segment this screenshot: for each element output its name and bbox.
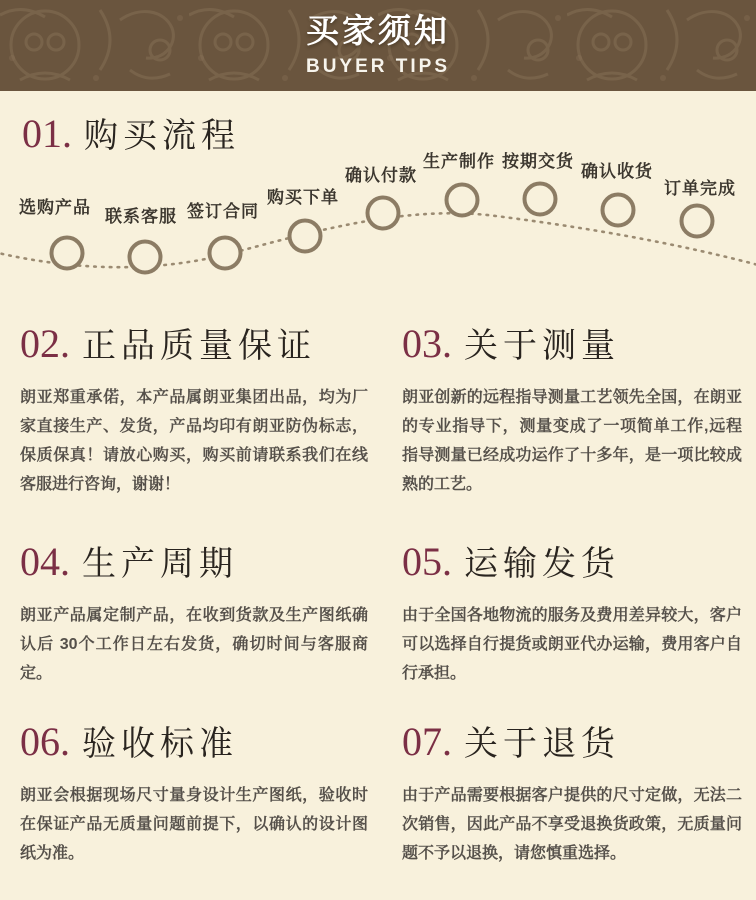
section-acceptance-standard: [20, 716, 368, 868]
section-number: 07.: [402, 719, 452, 764]
flow-step-label: 联系客服: [105, 207, 177, 226]
section-production-cycle: [20, 536, 368, 688]
flow-step-circle: [130, 242, 161, 273]
section-body: 由于全国各地物流的服务及费用差异较大，客户可以选择自行提货或朗亚代办运输，费用客户自行承担。: [402, 607, 742, 682]
header-text-block: [0, 0, 756, 91]
section-number: 06.: [20, 719, 70, 764]
section-heading: [20, 716, 368, 765]
flow-step-label: 生产制作: [423, 152, 495, 171]
section-about-returns: [402, 716, 742, 868]
section-heading: [20, 318, 368, 367]
flow-step-circle: [290, 221, 321, 252]
section-body: 朗亚会根据现场尺寸量身设计生产图纸，验收时在保证产品无质量问题前提下，以确认的设计图纸为准。: [20, 787, 368, 862]
flow-step-circle: [447, 185, 478, 216]
section-number: 01.: [22, 111, 72, 156]
flow-step-label: 按期交货: [502, 152, 574, 171]
flow-step-circle: [368, 198, 399, 229]
section-about-measuring: [402, 318, 742, 499]
section-shipping: [402, 536, 742, 688]
flow-step-label: 确认收货: [581, 162, 653, 181]
section-title: 关于测量: [464, 328, 620, 365]
flow-step-circle: [210, 238, 241, 269]
page-title: 买家须知: [306, 12, 450, 50]
header-banner: [0, 0, 756, 91]
flow-step-label: 确认付款: [345, 166, 417, 185]
flow-step-label: 签订合同: [187, 202, 259, 221]
section-number: 04.: [20, 539, 70, 584]
flow-step-label: 选购产品: [19, 198, 91, 217]
section-body: 朗亚郑重承偌，本产品属朗亚集团出品，均为厂家直接生产、发货，产品均印有朗亚防伪标志，保质保真！请放心购买，购买前请联系我们在线客服进行咨询，谢谢！: [20, 389, 368, 493]
flow-step-circle: [682, 206, 713, 237]
section-number: 02.: [20, 321, 70, 366]
section-body: 由于产品需要根据客户提供的尺寸定做，无法二次销售，因此产品不享受退换货政策，无质量问题不予以退换，请您慎重选择。: [402, 787, 742, 862]
flow-step-circle: [525, 184, 556, 215]
flow-step-circle: [603, 195, 634, 226]
section-title: 验收标准: [82, 726, 238, 763]
section-title: 运输发货: [464, 546, 620, 583]
section-quality-guarantee: [20, 318, 368, 499]
flow-step-label: 订单完成: [664, 179, 736, 198]
section-heading: [402, 536, 742, 585]
section-heading: [402, 318, 742, 367]
section-heading: [402, 716, 742, 765]
flow-step-label: 购买下单: [267, 188, 339, 207]
flow-step-circle: [52, 238, 83, 269]
section-number: 03.: [402, 321, 452, 366]
page-subtitle: BUYER TIPS: [305, 55, 451, 77]
section-title: 关于退货: [464, 726, 620, 763]
section-body: 朗亚产品属定制产品，在收到货款及生产图纸确认后 30个工作日左右发货，确切时间与客服商定。: [20, 607, 368, 682]
section-title: 购买流程: [84, 118, 240, 155]
section-heading: [20, 536, 368, 585]
section-title: 正品质量保证: [82, 328, 316, 365]
section-title: 生产周期: [82, 546, 238, 583]
section-number: 05.: [402, 539, 452, 584]
section-body: 朗亚创新的远程指导测量工艺领先全国，在朗亚的专业指导下，测量变成了一项简单工作,远程指导测量已经成功运作了十多年，是一项比较成熟的工艺。: [402, 389, 742, 493]
